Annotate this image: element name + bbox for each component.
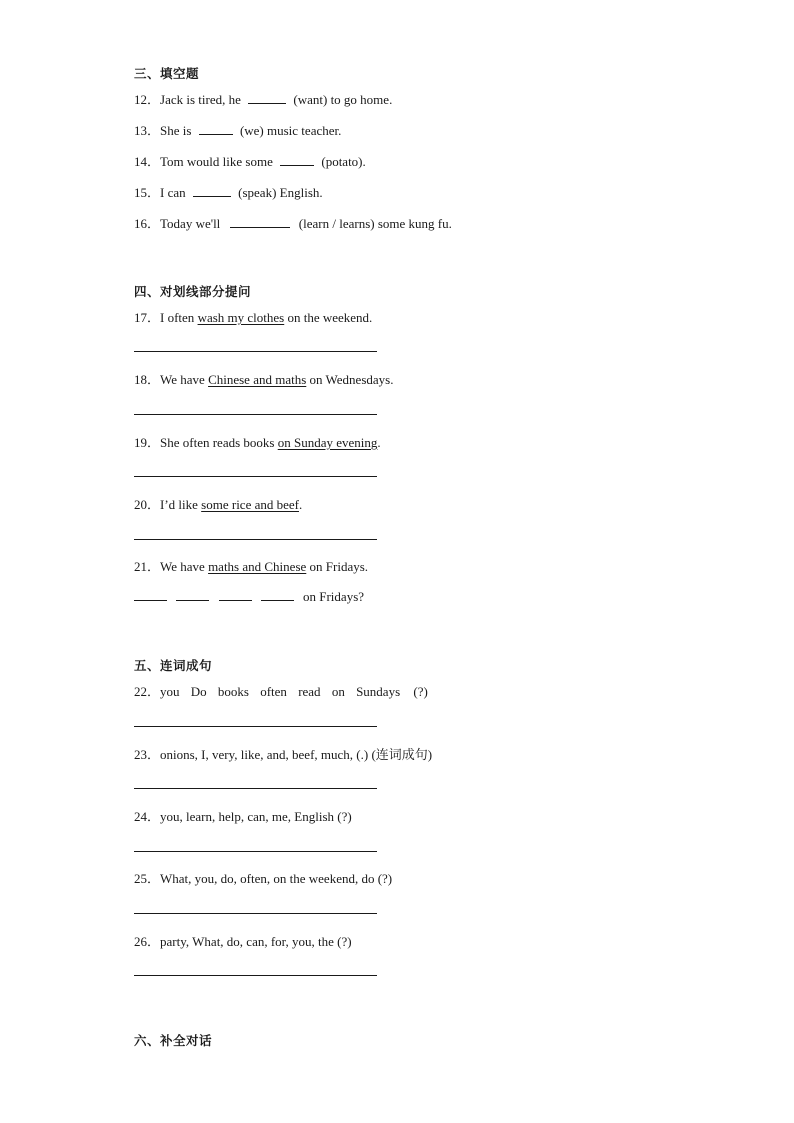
answer-line[interactable] bbox=[134, 476, 377, 477]
question-number: 26． bbox=[134, 934, 161, 949]
question-23 bbox=[134, 744, 432, 763]
answer-blank[interactable] bbox=[176, 588, 209, 601]
question-number: 13． bbox=[134, 123, 161, 138]
question-text: . bbox=[298, 497, 303, 512]
question-number: 15． bbox=[134, 185, 161, 200]
question-text: I can bbox=[160, 185, 186, 200]
question-number: 14． bbox=[134, 154, 161, 169]
answer-line[interactable] bbox=[134, 975, 377, 976]
section-heading-ask-underlined: 四、对划线部分提问 bbox=[134, 284, 252, 299]
question-text: Today we'll bbox=[160, 216, 221, 231]
question-text: party, What, do, can, for, you, the (?) bbox=[160, 934, 352, 949]
answer-blank[interactable] bbox=[280, 153, 314, 166]
question-text: (learn / learns) some kung fu. bbox=[298, 216, 452, 231]
word: books bbox=[217, 684, 249, 699]
answer-tail-text: on Fridays? bbox=[303, 589, 365, 604]
answer-line[interactable] bbox=[134, 851, 377, 852]
question-text: I’d like bbox=[160, 497, 198, 512]
answer-blank[interactable] bbox=[199, 122, 233, 135]
question-number: 20． bbox=[134, 497, 161, 512]
question-text: . bbox=[377, 435, 381, 450]
underlined-phrase: wash my clothes bbox=[197, 310, 285, 325]
answer-line[interactable] bbox=[134, 539, 377, 540]
answer-blank[interactable] bbox=[134, 588, 167, 601]
underlined-phrase: some rice and beef bbox=[201, 497, 299, 512]
underlined-phrase: maths and Chinese bbox=[208, 559, 307, 574]
question-14 bbox=[134, 151, 366, 170]
question-text: She is bbox=[160, 123, 192, 138]
question-15 bbox=[134, 182, 323, 201]
answer-blank[interactable] bbox=[248, 91, 286, 104]
question-12 bbox=[134, 89, 392, 108]
question-number: 24． bbox=[134, 809, 161, 824]
answer-blank[interactable] bbox=[219, 588, 252, 601]
question-number: 23． bbox=[134, 747, 161, 762]
question-text: (we) music teacher. bbox=[239, 123, 342, 138]
word: you bbox=[160, 684, 180, 699]
answer-line[interactable] bbox=[134, 726, 377, 727]
answer-line[interactable] bbox=[134, 351, 377, 352]
word: on bbox=[331, 684, 345, 699]
word: Do bbox=[190, 684, 207, 699]
question-21 bbox=[134, 556, 368, 575]
question-text: you, learn, help, can, me, English (?) bbox=[160, 809, 352, 824]
question-text: What, you, do, often, on the weekend, do (?) bbox=[160, 871, 393, 886]
question-text: on the weekend. bbox=[287, 310, 373, 325]
question-number: 21． bbox=[134, 559, 161, 574]
question-text: We have bbox=[160, 559, 205, 574]
question-26 bbox=[134, 931, 352, 950]
question-22 bbox=[134, 681, 428, 700]
word: read bbox=[298, 684, 321, 699]
question-number: 25． bbox=[134, 871, 161, 886]
question-text: She often reads books bbox=[160, 435, 275, 450]
question-text: on Wednesdays. bbox=[309, 372, 394, 387]
question-text: (want) to go home. bbox=[293, 92, 393, 107]
answer-line[interactable] bbox=[134, 913, 377, 914]
underlined-phrase: Chinese and maths bbox=[208, 372, 307, 387]
answer-blanks-row bbox=[134, 588, 364, 605]
word: (?) bbox=[413, 684, 428, 699]
question-number: 12． bbox=[134, 92, 161, 107]
question-text: Jack is tired, he bbox=[160, 92, 241, 107]
question-24 bbox=[134, 806, 352, 825]
question-number: 16． bbox=[134, 216, 161, 231]
answer-blank[interactable] bbox=[193, 184, 231, 197]
question-number: 19． bbox=[134, 435, 161, 450]
question-16 bbox=[134, 213, 452, 232]
question-13 bbox=[134, 120, 341, 139]
question-number: 22． bbox=[134, 684, 161, 699]
answer-blank[interactable] bbox=[261, 588, 294, 601]
question-20 bbox=[134, 494, 302, 513]
section-heading-word-order: 五、连词成句 bbox=[134, 658, 213, 673]
underlined-phrase: on Sunday evening bbox=[277, 435, 378, 450]
question-text: Tom would like some bbox=[160, 154, 273, 169]
word: Sundays bbox=[356, 684, 401, 699]
question-18 bbox=[134, 369, 393, 388]
question-text: (potato). bbox=[321, 154, 366, 169]
answer-line[interactable] bbox=[134, 788, 377, 789]
word: often bbox=[260, 684, 287, 699]
section-heading-complete-dialogue: 六、补全对话 bbox=[134, 1033, 213, 1048]
question-19 bbox=[134, 432, 381, 451]
question-text: onions, I, very, like, and, beef, much, (.) (连词成句) bbox=[160, 747, 433, 762]
question-text: on Fridays. bbox=[309, 559, 369, 574]
question-25 bbox=[134, 868, 392, 887]
answer-line[interactable] bbox=[134, 414, 377, 415]
answer-blank[interactable] bbox=[230, 215, 290, 228]
question-number: 17． bbox=[134, 310, 161, 325]
question-number: 18． bbox=[134, 372, 161, 387]
question-text: We have bbox=[160, 372, 205, 387]
question-17 bbox=[134, 307, 372, 326]
section-heading-fill-in: 三、填空题 bbox=[134, 66, 200, 81]
question-text: I often bbox=[160, 310, 195, 325]
question-text: (speak) English. bbox=[238, 185, 323, 200]
